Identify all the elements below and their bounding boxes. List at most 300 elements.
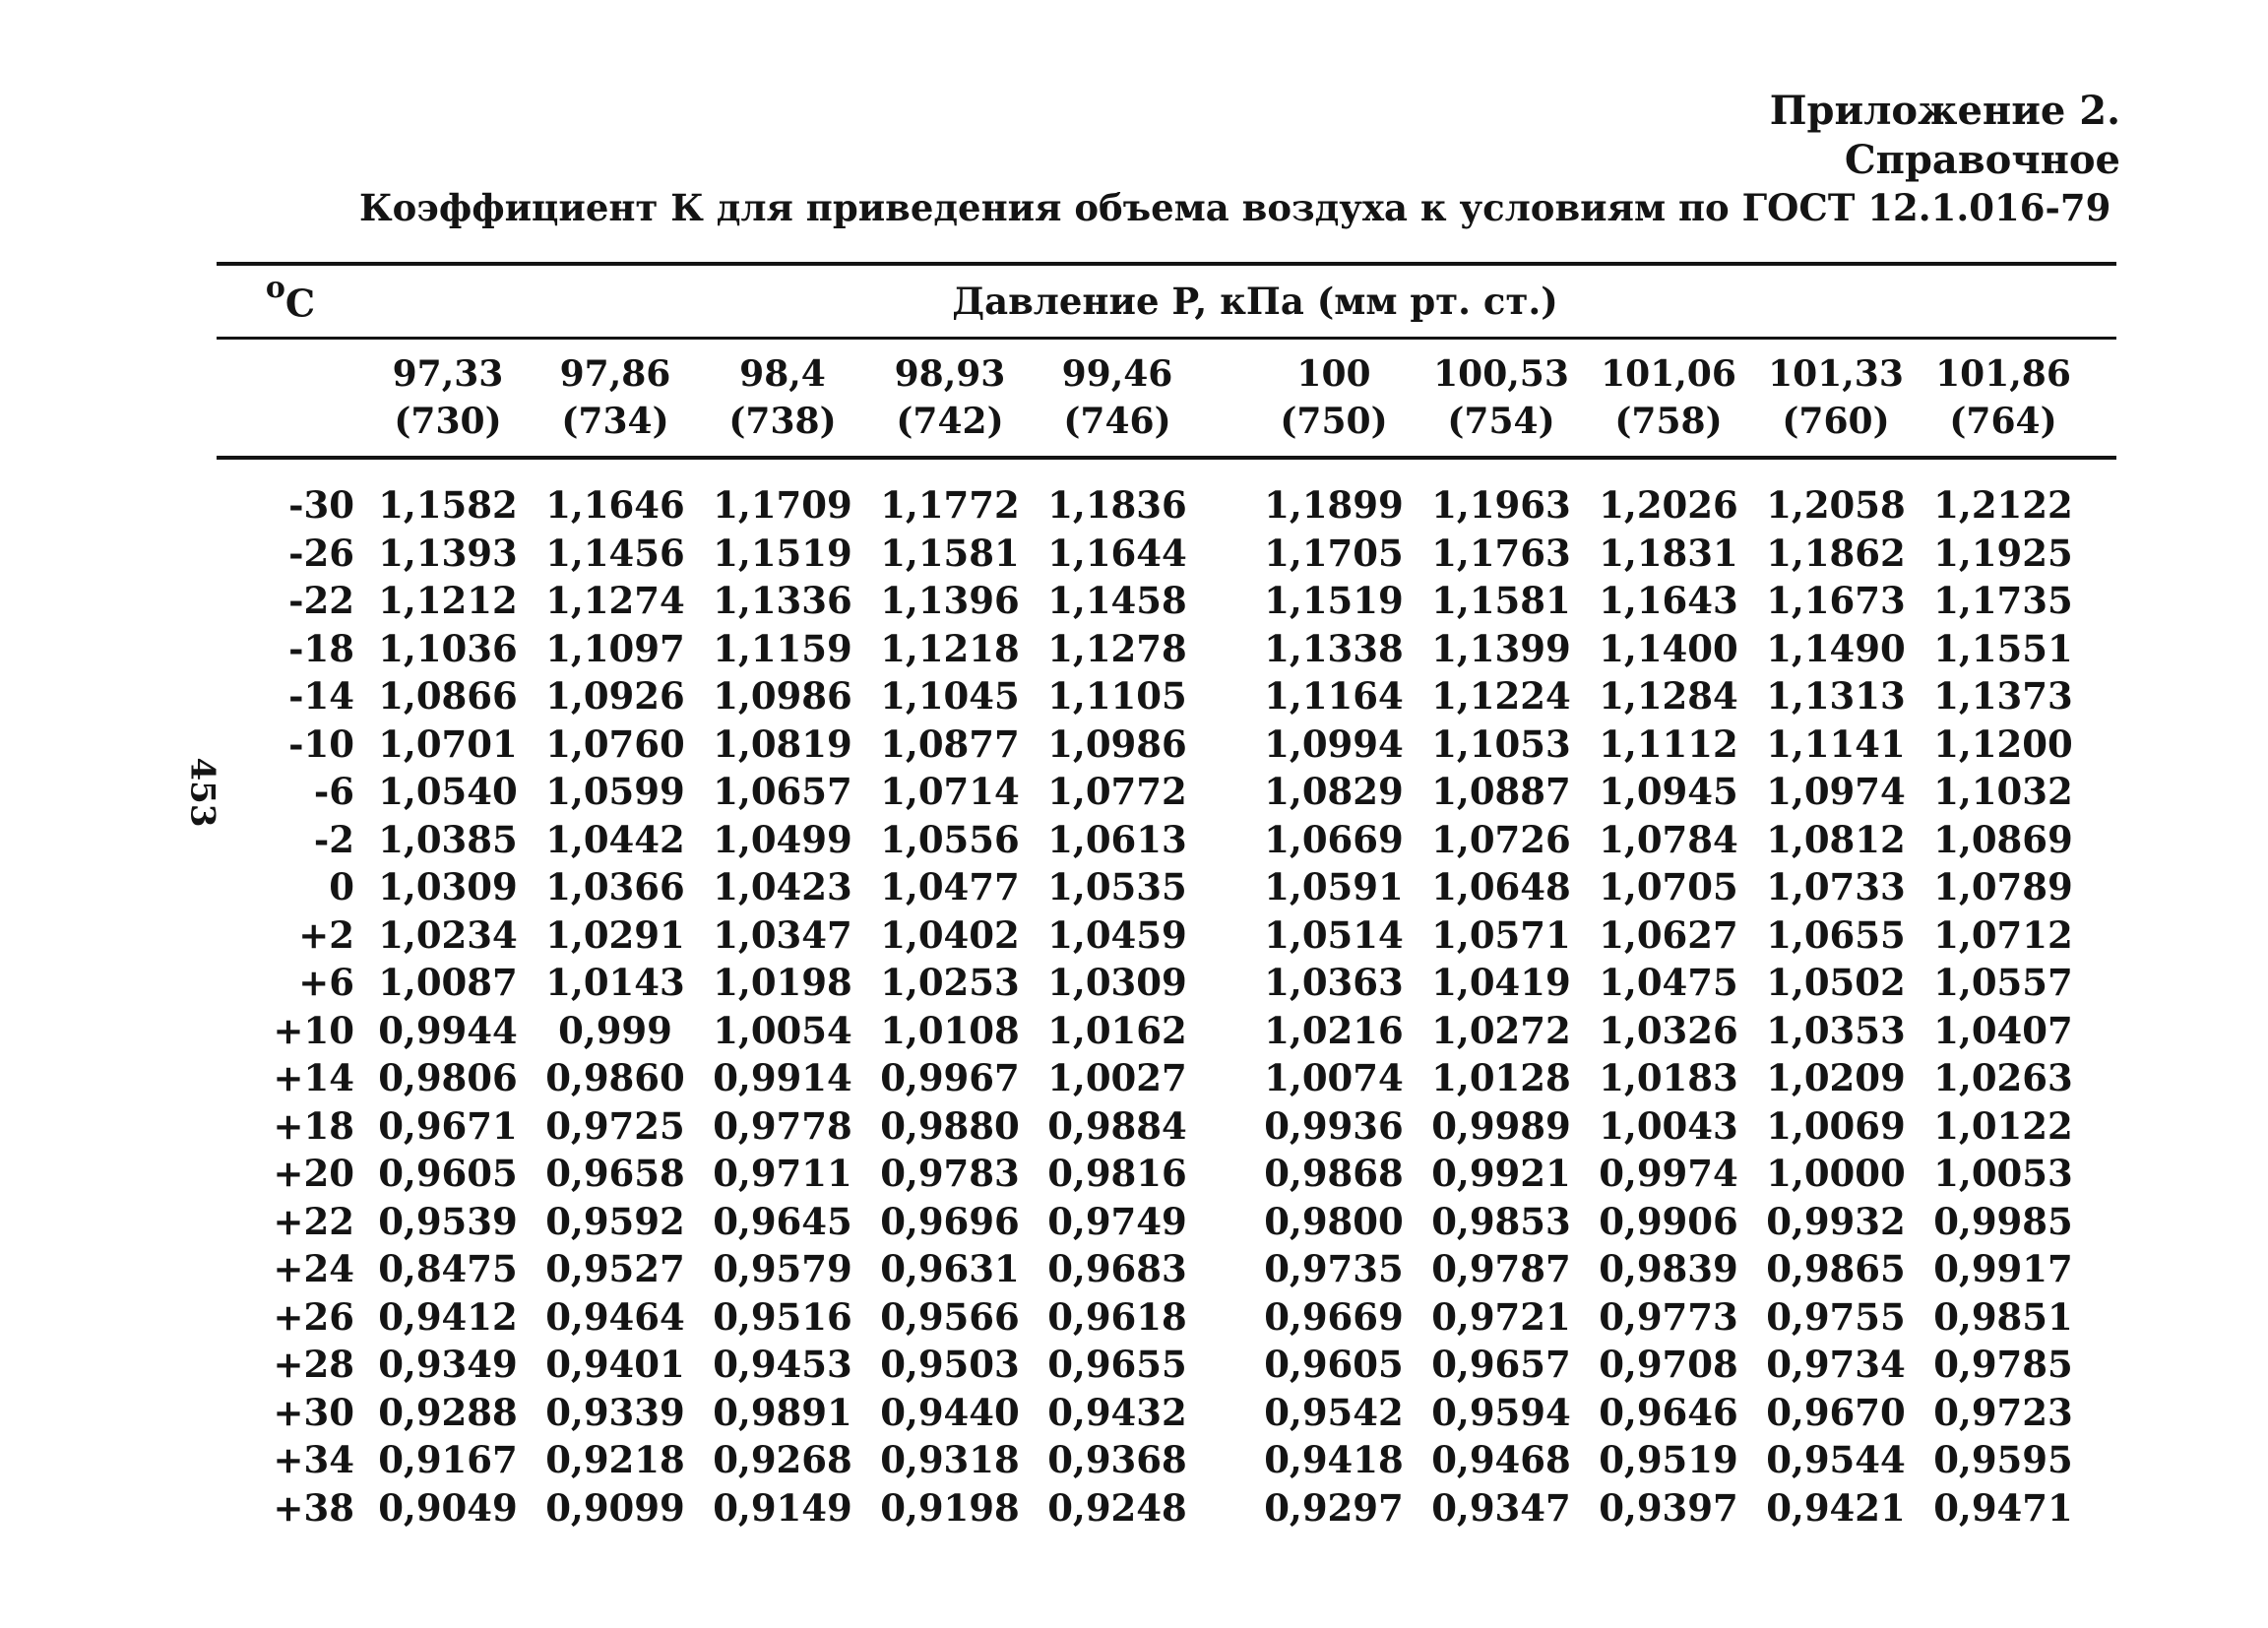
coefficient-cell: 0,9339 — [545, 1390, 685, 1434]
coefficient-cell: 1,0234 — [378, 912, 518, 957]
coefficient-cell: 0,9711 — [713, 1152, 852, 1196]
appendix-label — [1770, 87, 2120, 185]
coefficient-cell: 1,0027 — [1047, 1056, 1187, 1100]
coefficient-cell: 0,9749 — [1047, 1199, 1187, 1243]
pressure-mmhg: (746) — [1063, 401, 1171, 442]
coefficient-cell: 1,0733 — [1766, 865, 1906, 909]
coefficient-cell: 0,999 — [558, 1008, 672, 1052]
coefficient-cell: 1,0353 — [1766, 1008, 1906, 1052]
coefficient-cell: 1,1164 — [1264, 674, 1404, 719]
temperature-cell: +34 — [273, 1438, 354, 1482]
coefficient-cell: 1,0423 — [713, 865, 852, 909]
coefficient-cell: 0,9198 — [880, 1485, 1020, 1530]
coefficient-cell: 1,1581 — [880, 531, 1020, 575]
pressure-mmhg: (738) — [728, 401, 837, 442]
coefficient-cell: 1,2058 — [1766, 483, 1906, 528]
coefficient-cell: 1,0407 — [1933, 1008, 2073, 1052]
pressure-kpa: 100 — [1296, 353, 1371, 395]
table-body — [217, 460, 2116, 1532]
coefficient-cell: 0,9839 — [1599, 1247, 1738, 1291]
coefficient-cell: 1,0309 — [378, 865, 518, 909]
coefficient-cell: 0,9268 — [713, 1438, 852, 1482]
coefficient-cell: 1,1519 — [1264, 579, 1404, 623]
temperature-cell: +6 — [298, 961, 354, 1005]
coefficient-cell: 1,1490 — [1766, 626, 1906, 670]
coefficient-cell: 1,0726 — [1431, 817, 1571, 861]
table-header-row — [217, 266, 2116, 337]
coefficient-cell: 1,1200 — [1933, 721, 2073, 766]
coefficient-cell: 0,9785 — [1933, 1343, 2073, 1387]
coefficient-cell: 1,1458 — [1047, 579, 1187, 623]
coefficient-cell: 1,0000 — [1766, 1152, 1906, 1196]
table-row — [217, 1484, 2116, 1533]
coefficient-cell: 0,9778 — [713, 1103, 852, 1148]
coefficient-cell: 0,9944 — [378, 1008, 518, 1052]
coefficient-cell: 1,1159 — [713, 626, 852, 670]
coefficient-cell: 0,9605 — [1264, 1343, 1404, 1387]
coefficient-cell: 1,0263 — [1933, 1056, 2073, 1100]
pressure-kpa: 98,4 — [739, 353, 826, 395]
table-row — [217, 1007, 2116, 1055]
table-row — [217, 530, 2116, 578]
pressure-mmhg: (730) — [394, 401, 502, 442]
coefficient-cell: 0,9432 — [1047, 1390, 1187, 1434]
pressure-column-header — [532, 350, 699, 445]
coefficient-cell: 1,0994 — [1264, 721, 1404, 766]
table-row — [217, 863, 2116, 911]
coefficient-cell: 1,0701 — [378, 721, 518, 766]
coefficient-cell: 1,0869 — [1933, 817, 2073, 861]
coefficient-cell: 1,0556 — [880, 817, 1020, 861]
coefficient-cell: 0,9655 — [1047, 1343, 1187, 1387]
coefficient-table — [217, 262, 2116, 1532]
coefficient-cell: 0,9288 — [378, 1390, 518, 1434]
degree-symbol: о — [265, 271, 285, 306]
coefficient-cell: 1,0540 — [378, 770, 518, 814]
coefficient-cell: 0,9595 — [1933, 1438, 2073, 1482]
coefficient-cell: 0,9773 — [1599, 1294, 1738, 1339]
temperature-cell: 0 — [329, 865, 354, 909]
coefficient-cell: 0,9917 — [1933, 1247, 2073, 1291]
coefficient-cell: 1,1393 — [378, 531, 518, 575]
coefficient-cell: 1,1105 — [1047, 674, 1187, 719]
temperature-cell: -30 — [288, 483, 354, 528]
coefficient-cell: 0,9671 — [378, 1103, 518, 1148]
coefficient-cell: 1,0613 — [1047, 817, 1187, 861]
coefficient-cell: 1,0198 — [713, 961, 852, 1005]
pressure-kpa: 101,86 — [1935, 353, 2071, 395]
coefficient-cell: 1,0986 — [713, 674, 852, 719]
coefficient-cell: 0,9167 — [378, 1438, 518, 1482]
table-row — [217, 481, 2116, 530]
pressure-column-header — [866, 350, 1034, 445]
coefficient-cell: 1,0705 — [1599, 865, 1738, 909]
coefficient-cell: 1,1141 — [1766, 721, 1906, 766]
coefficient-cell: 1,0475 — [1599, 961, 1738, 1005]
coefficient-cell: 1,1836 — [1047, 483, 1187, 528]
coefficient-cell: 1,0108 — [880, 1008, 1020, 1052]
coefficient-cell: 0,9658 — [545, 1152, 685, 1196]
table-row — [217, 625, 2116, 673]
coefficient-cell: 0,9734 — [1766, 1343, 1906, 1387]
coefficient-cell: 0,9985 — [1933, 1199, 2073, 1243]
coefficient-cell: 1,1053 — [1431, 721, 1571, 766]
table-row — [217, 1389, 2116, 1437]
coefficient-cell: 1,1373 — [1933, 674, 2073, 719]
coefficient-cell: 1,1224 — [1431, 674, 1571, 719]
coefficient-cell: 1,0571 — [1431, 912, 1571, 957]
coefficient-cell: 1,0087 — [378, 961, 518, 1005]
coefficient-cell: 1,0945 — [1599, 770, 1738, 814]
table-title: Коэффициент К для приведения объема воздуха к условиям по ГОСТ 12.1.016-79 — [359, 186, 2111, 229]
coefficient-cell: 1,0419 — [1431, 961, 1571, 1005]
table-row — [217, 816, 2116, 864]
coefficient-cell: 0,9519 — [1599, 1438, 1738, 1482]
pressure-columns-header — [217, 340, 2116, 456]
coefficient-cell: 0,9218 — [545, 1438, 685, 1482]
coefficient-cell: 0,9464 — [545, 1294, 685, 1339]
coefficient-cell: 0,9787 — [1431, 1247, 1571, 1291]
coefficient-cell: 1,1045 — [880, 674, 1020, 719]
temperature-cell: +22 — [273, 1199, 354, 1243]
coefficient-cell: 1,1313 — [1766, 674, 1906, 719]
coefficient-cell: 1,0326 — [1599, 1008, 1738, 1052]
temperature-cell: +26 — [273, 1294, 354, 1339]
table-row — [217, 1436, 2116, 1484]
pressure-mmhg: (764) — [1949, 401, 2057, 442]
coefficient-cell: 1,1646 — [545, 483, 685, 528]
coefficient-cell: 0,9906 — [1599, 1199, 1738, 1243]
table-row — [217, 959, 2116, 1007]
coefficient-cell: 1,0819 — [713, 721, 852, 766]
coefficient-cell: 1,0648 — [1431, 865, 1571, 909]
coefficient-cell: 0,9921 — [1431, 1152, 1571, 1196]
coefficient-cell: 0,9914 — [713, 1056, 852, 1100]
coefficient-cell: 1,0502 — [1766, 961, 1906, 1005]
coefficient-cell: 1,0216 — [1264, 1008, 1404, 1052]
coefficient-cell: 1,0043 — [1599, 1103, 1738, 1148]
coefficient-cell: 0,9725 — [545, 1103, 685, 1148]
coefficient-cell: 1,1862 — [1766, 531, 1906, 575]
coefficient-cell: 1,1705 — [1264, 531, 1404, 575]
coefficient-cell: 0,9539 — [378, 1199, 518, 1243]
coefficient-cell: 1,0866 — [378, 674, 518, 719]
coefficient-cell: 0,9645 — [713, 1199, 852, 1243]
temperature-cell: +38 — [273, 1485, 354, 1530]
coefficient-cell: 1,1519 — [713, 531, 852, 575]
table-row — [217, 1198, 2116, 1246]
coefficient-cell: 1,0557 — [1933, 961, 2073, 1005]
coefficient-cell: 1,1772 — [880, 483, 1020, 528]
temperature-unit-header — [217, 271, 364, 326]
coefficient-cell: 0,9735 — [1264, 1247, 1404, 1291]
coefficient-cell: 0,9806 — [378, 1056, 518, 1100]
pressure-mmhg: (750) — [1280, 401, 1388, 442]
pressure-header: Давление P, кПа (мм рт. ст.) — [952, 280, 1558, 323]
coefficient-cell: 0,9891 — [713, 1390, 852, 1434]
coefficient-cell: 0,9468 — [1431, 1438, 1571, 1482]
table-row — [217, 1293, 2116, 1342]
table-row — [217, 1102, 2116, 1151]
coefficient-cell: 0,9631 — [880, 1247, 1020, 1291]
coefficient-cell: 1,0291 — [545, 912, 685, 957]
appendix-number: Приложение 2. — [1769, 88, 2120, 134]
coefficient-cell: 1,0926 — [545, 674, 685, 719]
coefficient-cell: 1,2026 — [1599, 483, 1738, 528]
table-row — [217, 1245, 2116, 1293]
celsius-label: C — [284, 281, 316, 326]
pressure-column-header — [1418, 350, 1585, 445]
coefficient-cell: 1,0074 — [1264, 1056, 1404, 1100]
table-row — [217, 768, 2116, 816]
coefficient-cell: 1,0054 — [713, 1008, 852, 1052]
coefficient-cell: 1,1218 — [880, 626, 1020, 670]
coefficient-cell: 1,1097 — [545, 626, 685, 670]
table-row — [217, 1341, 2116, 1389]
coefficient-cell: 0,9721 — [1431, 1294, 1571, 1339]
coefficient-cell: 0,9418 — [1264, 1438, 1404, 1482]
coefficient-cell: 1,0669 — [1264, 817, 1404, 861]
temperature-cell: -10 — [288, 721, 354, 766]
pressure-kpa: 99,46 — [1061, 353, 1173, 395]
coefficient-cell: 0,9421 — [1766, 1485, 1906, 1530]
temperature-cell: -6 — [313, 770, 354, 814]
coefficient-cell: 1,1274 — [545, 579, 685, 623]
coefficient-cell: 1,0712 — [1933, 912, 2073, 957]
coefficient-cell: 1,1581 — [1431, 579, 1571, 623]
coefficient-cell: 1,0183 — [1599, 1056, 1738, 1100]
table-row — [217, 1054, 2116, 1102]
coefficient-cell: 1,0657 — [713, 770, 852, 814]
temperature-cell: -22 — [288, 579, 354, 623]
coefficient-cell: 1,0053 — [1933, 1152, 2073, 1196]
coefficient-cell: 0,9936 — [1264, 1103, 1404, 1148]
coefficient-cell: 1,1032 — [1933, 770, 2073, 814]
coefficient-cell: 0,9368 — [1047, 1438, 1187, 1482]
pressure-column-header — [1920, 350, 2087, 445]
coefficient-cell: 0,9594 — [1431, 1390, 1571, 1434]
coefficient-cell: 1,1763 — [1431, 531, 1571, 575]
coefficient-cell: 1,0162 — [1047, 1008, 1187, 1052]
pressure-kpa: 98,93 — [894, 353, 1006, 395]
pressure-column-header — [699, 350, 866, 445]
coefficient-cell: 1,0272 — [1431, 1008, 1571, 1052]
coefficient-cell: 0,9974 — [1599, 1152, 1738, 1196]
coefficient-cell: 1,0655 — [1766, 912, 1906, 957]
pressure-mmhg: (742) — [896, 401, 1004, 442]
coefficient-cell: 1,2122 — [1933, 483, 2073, 528]
coefficient-cell: 1,1673 — [1766, 579, 1906, 623]
coefficient-cell: 0,9670 — [1766, 1390, 1906, 1434]
coefficient-cell: 0,9851 — [1933, 1294, 2073, 1339]
coefficient-cell: 1,1831 — [1599, 531, 1738, 575]
table-row — [217, 911, 2116, 960]
coefficient-cell: 0,9149 — [713, 1485, 852, 1530]
coefficient-cell: 1,0877 — [880, 721, 1020, 766]
coefficient-cell: 0,9049 — [378, 1485, 518, 1530]
coefficient-cell: 0,9471 — [1933, 1485, 2073, 1530]
pressure-column-header — [1034, 350, 1201, 445]
coefficient-cell: 1,1399 — [1431, 626, 1571, 670]
coefficient-cell: 1,1582 — [378, 483, 518, 528]
coefficient-cell: 0,9708 — [1599, 1343, 1738, 1387]
temperature-cell: +28 — [273, 1343, 354, 1387]
coefficient-cell: 0,9579 — [713, 1247, 852, 1291]
coefficient-cell: 1,0760 — [545, 721, 685, 766]
coefficient-cell: 0,9932 — [1766, 1199, 1906, 1243]
coefficient-cell: 1,1456 — [545, 531, 685, 575]
pressure-kpa: 101,33 — [1768, 353, 1904, 395]
pressure-kpa: 100,53 — [1433, 353, 1569, 395]
temperature-cell: +2 — [298, 912, 354, 957]
coefficient-cell: 1,1551 — [1933, 626, 2073, 670]
pressure-kpa: 97,86 — [559, 353, 671, 395]
temperature-cell: +10 — [273, 1008, 354, 1052]
pressure-column-header — [1250, 350, 1418, 445]
coefficient-cell: 1,1336 — [713, 579, 852, 623]
coefficient-cell: 0,9440 — [880, 1390, 1020, 1434]
coefficient-cell: 1,1278 — [1047, 626, 1187, 670]
coefficient-cell: 1,1112 — [1599, 721, 1738, 766]
coefficient-cell: 1,1735 — [1933, 579, 2073, 623]
coefficient-cell: 0,9657 — [1431, 1343, 1571, 1387]
coefficient-cell: 1,0143 — [545, 961, 685, 1005]
temperature-cell: +24 — [273, 1247, 354, 1291]
coefficient-cell: 1,0812 — [1766, 817, 1906, 861]
temperature-cell: +20 — [273, 1152, 354, 1196]
temperature-cell: -2 — [313, 817, 354, 861]
coefficient-cell: 0,9592 — [545, 1199, 685, 1243]
coefficient-cell: 0,9397 — [1599, 1485, 1738, 1530]
coefficient-cell: 1,0887 — [1431, 770, 1571, 814]
coefficient-cell: 0,9884 — [1047, 1103, 1187, 1148]
coefficient-cell: 0,9347 — [1431, 1485, 1571, 1530]
coefficient-cell: 0,8475 — [378, 1247, 518, 1291]
pressure-column-header — [1585, 350, 1752, 445]
pressure-mmhg: (760) — [1782, 401, 1890, 442]
table-row — [217, 672, 2116, 720]
coefficient-cell: 1,1212 — [378, 579, 518, 623]
coefficient-cell: 1,0402 — [880, 912, 1020, 957]
coefficient-cell: 1,0986 — [1047, 721, 1187, 766]
coefficient-cell: 1,0442 — [545, 817, 685, 861]
table-row — [217, 1150, 2116, 1198]
temperature-cell: +30 — [273, 1390, 354, 1434]
coefficient-cell: 0,9853 — [1431, 1199, 1571, 1243]
appendix-type: Справочное — [1844, 137, 2120, 183]
coefficient-cell: 1,0209 — [1766, 1056, 1906, 1100]
coefficient-cell: 0,9783 — [880, 1152, 1020, 1196]
coefficient-cell: 0,9544 — [1766, 1438, 1906, 1482]
coefficient-cell: 0,9412 — [378, 1294, 518, 1339]
coefficient-cell: 0,9755 — [1766, 1294, 1906, 1339]
coefficient-cell: 0,9860 — [545, 1056, 685, 1100]
coefficient-cell: 1,0347 — [713, 912, 852, 957]
coefficient-cell: 1,1643 — [1599, 579, 1738, 623]
coefficient-cell: 0,9683 — [1047, 1247, 1187, 1291]
coefficient-cell: 1,1400 — [1599, 626, 1738, 670]
coefficient-cell: 1,0253 — [880, 961, 1020, 1005]
coefficient-cell: 0,9800 — [1264, 1199, 1404, 1243]
temperature-cell: -26 — [288, 531, 354, 575]
coefficient-cell: 0,9542 — [1264, 1390, 1404, 1434]
coefficient-cell: 1,0784 — [1599, 817, 1738, 861]
coefficient-cell: 0,9696 — [880, 1199, 1020, 1243]
coefficient-cell: 0,9646 — [1599, 1390, 1738, 1434]
pressure-column-header — [1752, 350, 1920, 445]
pressure-column-header — [364, 350, 532, 445]
coefficient-cell: 1,1644 — [1047, 531, 1187, 575]
coefficient-cell: 1,0499 — [713, 817, 852, 861]
pressure-mmhg: (734) — [561, 401, 669, 442]
coefficient-cell: 0,9816 — [1047, 1152, 1187, 1196]
temperature-cell: -14 — [288, 674, 354, 719]
temperature-cell: +14 — [273, 1056, 354, 1100]
coefficient-cell: 0,9605 — [378, 1152, 518, 1196]
coefficient-cell: 0,9453 — [713, 1343, 852, 1387]
pressure-kpa: 101,06 — [1601, 353, 1736, 395]
coefficient-cell: 1,1036 — [378, 626, 518, 670]
coefficient-cell: 0,9989 — [1431, 1103, 1571, 1148]
coefficient-cell: 0,9669 — [1264, 1294, 1404, 1339]
coefficient-cell: 1,0122 — [1933, 1103, 2073, 1148]
coefficient-cell: 1,0477 — [880, 865, 1020, 909]
coefficient-cell: 1,1709 — [713, 483, 852, 528]
pressure-mmhg: (754) — [1447, 401, 1555, 442]
coefficient-cell: 0,9865 — [1766, 1247, 1906, 1291]
coefficient-cell: 1,0363 — [1264, 961, 1404, 1005]
coefficient-cell: 0,9566 — [880, 1294, 1020, 1339]
coefficient-cell: 1,1396 — [880, 579, 1020, 623]
coefficient-cell: 1,1925 — [1933, 531, 2073, 575]
coefficient-cell: 0,9297 — [1264, 1485, 1404, 1530]
coefficient-cell: 1,0366 — [545, 865, 685, 909]
coefficient-cell: 1,0128 — [1431, 1056, 1571, 1100]
table-row — [217, 720, 2116, 769]
pressure-kpa: 97,33 — [392, 353, 504, 395]
coefficient-cell: 0,9401 — [545, 1343, 685, 1387]
coefficient-cell: 1,0309 — [1047, 961, 1187, 1005]
page-number: 453 — [182, 757, 222, 828]
pressure-mmhg: (758) — [1614, 401, 1723, 442]
coefficient-cell: 1,0514 — [1264, 912, 1404, 957]
coefficient-cell: 1,0789 — [1933, 865, 2073, 909]
coefficient-cell: 1,0714 — [880, 770, 1020, 814]
coefficient-cell: 0,9248 — [1047, 1485, 1187, 1530]
coefficient-cell: 1,0069 — [1766, 1103, 1906, 1148]
coefficient-cell: 0,9318 — [880, 1438, 1020, 1482]
coefficient-cell: 0,9099 — [545, 1485, 685, 1530]
coefficient-cell: 1,0535 — [1047, 865, 1187, 909]
temperature-cell: -18 — [288, 626, 354, 670]
coefficient-cell: 1,0974 — [1766, 770, 1906, 814]
coefficient-cell: 0,9516 — [713, 1294, 852, 1339]
coefficient-cell: 0,9880 — [880, 1103, 1020, 1148]
coefficient-cell: 1,0829 — [1264, 770, 1404, 814]
coefficient-cell: 1,1963 — [1431, 483, 1571, 528]
coefficient-cell: 1,0591 — [1264, 865, 1404, 909]
coefficient-cell: 0,9503 — [880, 1343, 1020, 1387]
coefficient-cell: 1,0385 — [378, 817, 518, 861]
coefficient-cell: 1,0627 — [1599, 912, 1738, 957]
temperature-cell: +18 — [273, 1103, 354, 1148]
coefficient-cell: 0,9618 — [1047, 1294, 1187, 1339]
coefficient-cell: 1,1338 — [1264, 626, 1404, 670]
coefficient-cell: 0,9723 — [1933, 1390, 2073, 1434]
coefficient-cell: 0,9967 — [880, 1056, 1020, 1100]
coefficient-cell: 1,0599 — [545, 770, 685, 814]
coefficient-cell: 1,0772 — [1047, 770, 1187, 814]
